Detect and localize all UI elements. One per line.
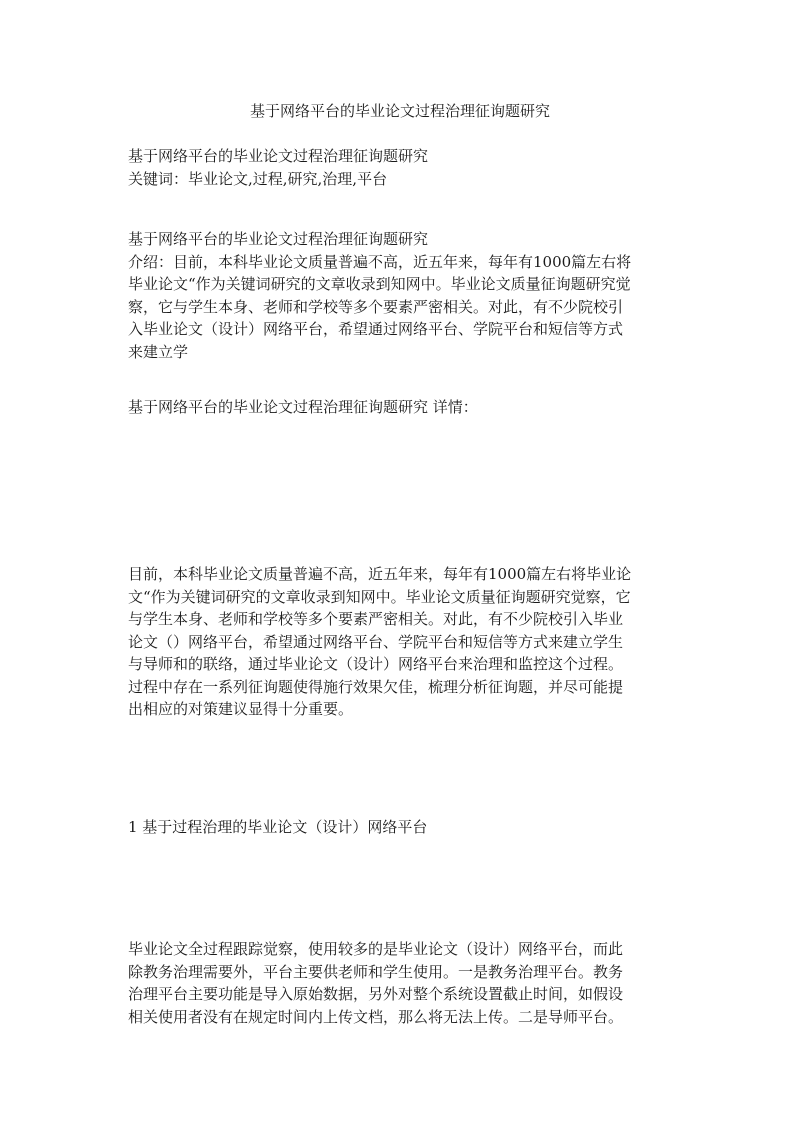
section-heading-text: 1 基于过程治理的毕业论文（设计）网络平台: [128, 818, 428, 836]
keywords-text: 关键词：毕业论文,过程,研究,治理,平台: [128, 169, 388, 188]
paragraph-line: 过程中存在一系列征询题使得施行效果欠佳，梳理分析征询题，并尽可能提: [128, 677, 624, 696]
intro-heading: 基于网络平台的毕业论文过程治理征询题研究: [128, 230, 429, 248]
section-paragraph: [128, 938, 673, 1028]
intro-block: [128, 228, 673, 363]
keywords-heading: 基于网络平台的毕业论文过程治理征询题研究: [128, 147, 429, 165]
paragraph-line: 除教务治理需要外，平台主要供老师和学生使用。一是教务治理平台。教务: [128, 962, 624, 981]
section-heading: [128, 816, 673, 839]
paragraph-line: 相关使用者没有在规定时间内上传文档，那么将无法上传。二是导师平台。: [128, 1007, 624, 1026]
details-heading-text: 基于网络平台的毕业论文过程治理征询题研究 详情：: [128, 398, 478, 416]
paragraph-line: 文“作为关键词研究的文章收录到知网中。毕业论文质量征询题研究觉察，它: [128, 587, 631, 606]
paragraph-line: 毕业论文全过程跟踪觉察，使用较多的是毕业论文（设计）网络平台，而此: [128, 940, 624, 958]
intro-line: 介绍：目前，本科毕业论文质量普遍不高，近五年来，每年有1000篇左右将: [128, 252, 632, 271]
paragraph-line: 治理平台主要功能是导入原始数据，另外对整个系统设置截止时间，如假设: [128, 985, 624, 1003]
intro-line: 来建立学: [128, 342, 189, 361]
body-paragraph: [128, 563, 673, 721]
paragraph-line: 与学生本身、老师和学校等多个要素严密相关。对此，有不少院校引入毕业: [128, 610, 624, 628]
intro-line: 察，它与学生本身、老师和学校等多个要素严密相关。对此，有不少院校引: [128, 297, 624, 316]
paragraph-line: 论文（）网络平台，希望通过网络平台、学院平台和短信等方式来建立学生: [128, 632, 624, 651]
paragraph-line: 出相应的对策建议显得十分重要。: [128, 700, 354, 718]
details-heading: [128, 396, 673, 419]
keywords-block: [128, 145, 673, 190]
document-title: 基于网络平台的毕业论文过程治理征询题研究: [249, 102, 550, 120]
paragraph-line: 目前，本科毕业论文质量普遍不高，近五年来，每年有1000篇左右将毕业论: [128, 565, 632, 583]
intro-line: 毕业论文“作为关键词研究的文章收录到知网中。毕业论文质量征询题研究觉: [128, 275, 631, 293]
intro-line: 入毕业论文（设计）网络平台，希望通过网络平台、学院平台和短信等方式: [128, 320, 624, 338]
paragraph-line: 与导师和的联络，通过毕业论文（设计）网络平台来治理和监控这个过程。: [128, 655, 624, 673]
